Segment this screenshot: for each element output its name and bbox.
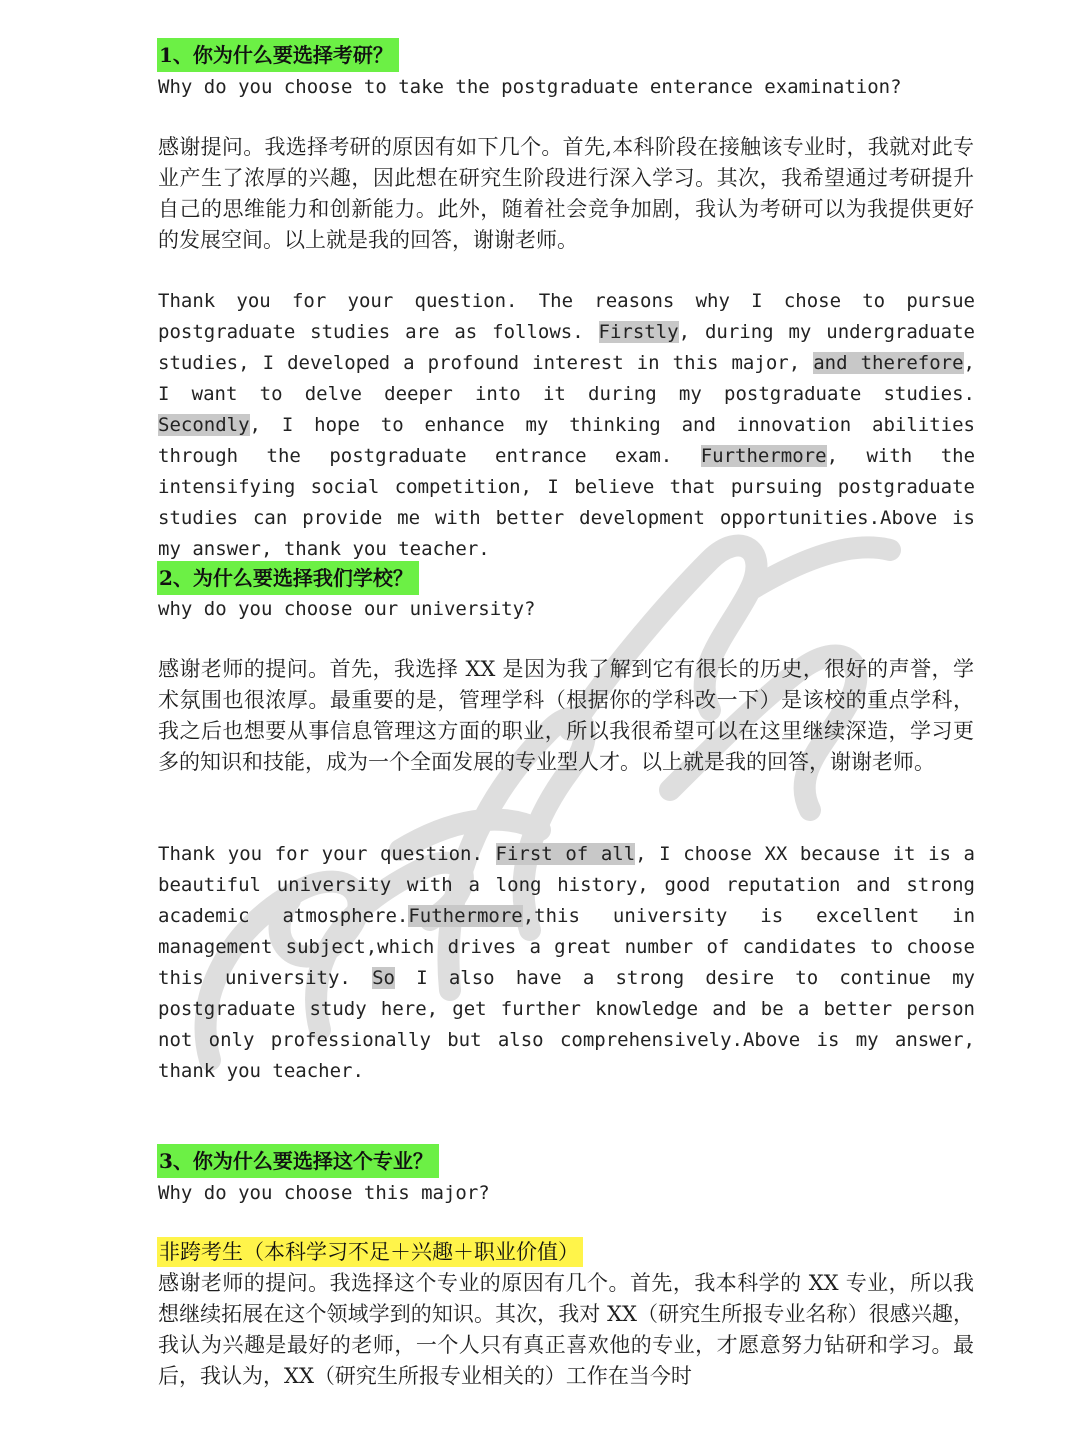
candidate-type-tag: 非跨考生（本科学习不足＋兴趣＋职业价值）	[157, 1237, 583, 1267]
answer-3-chinese: 感谢老师的提问。我选择这个专业的原因有几个。首先，我本科学的 XX 专业，所以我想继续拓展在这个领域学到的知识。其次，我对 XX（研究生所报专业名称）很感兴趣，我认为兴趣是最好的老师，一个人只有真正喜欢他的专业，才愿意努力钻研和学习。最后，我认为，XX（研究生所报专业相关的）工作在当今时	[158, 1271, 974, 1388]
question-2-heading: 2、为什么要选择我们学校？	[157, 561, 419, 595]
answer-2-text-1: Thank you for your question.	[158, 843, 496, 865]
question-2-english: why do you choose our university?	[158, 598, 536, 620]
highlight-furthermore: Furthermore	[700, 445, 827, 467]
answer-2-chinese: 感谢老师的提问。首先，我选择 XX 是因为我了解到它有很长的历史，很好的声誉，学术氛围也很浓厚。最重要的是，管理学科（根据你的学科改一下）是该校的重点学科，我之后也想要从事信息管理这方面的职业，所以我很希望可以在这里继续深造，学习更多的知识和技能，成为一个全面发展的专业型人才。以上就是我的回答，谢谢老师。	[158, 657, 974, 774]
answer-2-text-4: I also have a strong desire to continue my postgraduate study here, get further knowledge and be a better person not only professionally but also comprehensively.Above is my answer, thank you teacher.	[158, 967, 975, 1082]
answer-1-text-2: , during my undergraduate studies, I developed a profound interest in this major,	[158, 321, 975, 374]
highlight-first-of-all: First of all	[495, 843, 636, 865]
answer-1-english	[158, 286, 975, 565]
highlight-firstly: Firstly	[598, 321, 679, 343]
highlight-so: So	[372, 967, 395, 989]
answer-1-chinese: 感谢提问。我选择考研的原因有如下几个。首先,本科阶段在接触该专业时，我就对此专业产生了浓厚的兴趣，因此想在研究生阶段进行深入学习。其次，我希望通过考研提升自己的思维能力和创新能力。此外，随着社会竞争加剧，我认为考研可以为我提供更好的发展空间。以上就是我的回答，谢谢老师。	[158, 135, 974, 252]
answer-2-text-3: ,this university is excellent in management subject,which drives a great number of candidates to choose this university.	[158, 905, 976, 989]
answer-1-text-3: , I want to delve deeper into it during my postgraduate studies.	[158, 352, 975, 405]
highlight-futhermore: Futhermore	[408, 905, 523, 927]
answer-1-text-1: Thank you for your question. The reasons why I chose to pursue postgraduate studies are as follows.	[158, 290, 975, 343]
answer-2-text-2: , I choose XX because it is a beautiful university with a long history, good reputation and strong academic atmosphere.	[158, 843, 975, 927]
answer-2-english	[158, 839, 975, 1087]
highlight-and-therefore: and therefore	[813, 352, 964, 374]
question-3-heading: 3、你为什么要选择这个专业？	[157, 1144, 439, 1178]
highlight-secondly: Secondly	[158, 414, 250, 436]
answer-1-text-5: , with the intensifying social competition, I believe that pursuing postgraduate studies can provide me with better development opportunities.Above is my answer, thank you teacher.	[158, 445, 976, 560]
question-1-english: Why do you choose to take the postgraduate enterance examination?	[158, 76, 902, 98]
question-3-english: Why do you choose this major?	[158, 1182, 490, 1204]
question-1-heading: 1、你为什么要选择考研？	[157, 38, 399, 72]
answer-1-text-4: , I hope to enhance my thinking and innovation abilities through the postgraduate entrance exam.	[158, 414, 975, 467]
